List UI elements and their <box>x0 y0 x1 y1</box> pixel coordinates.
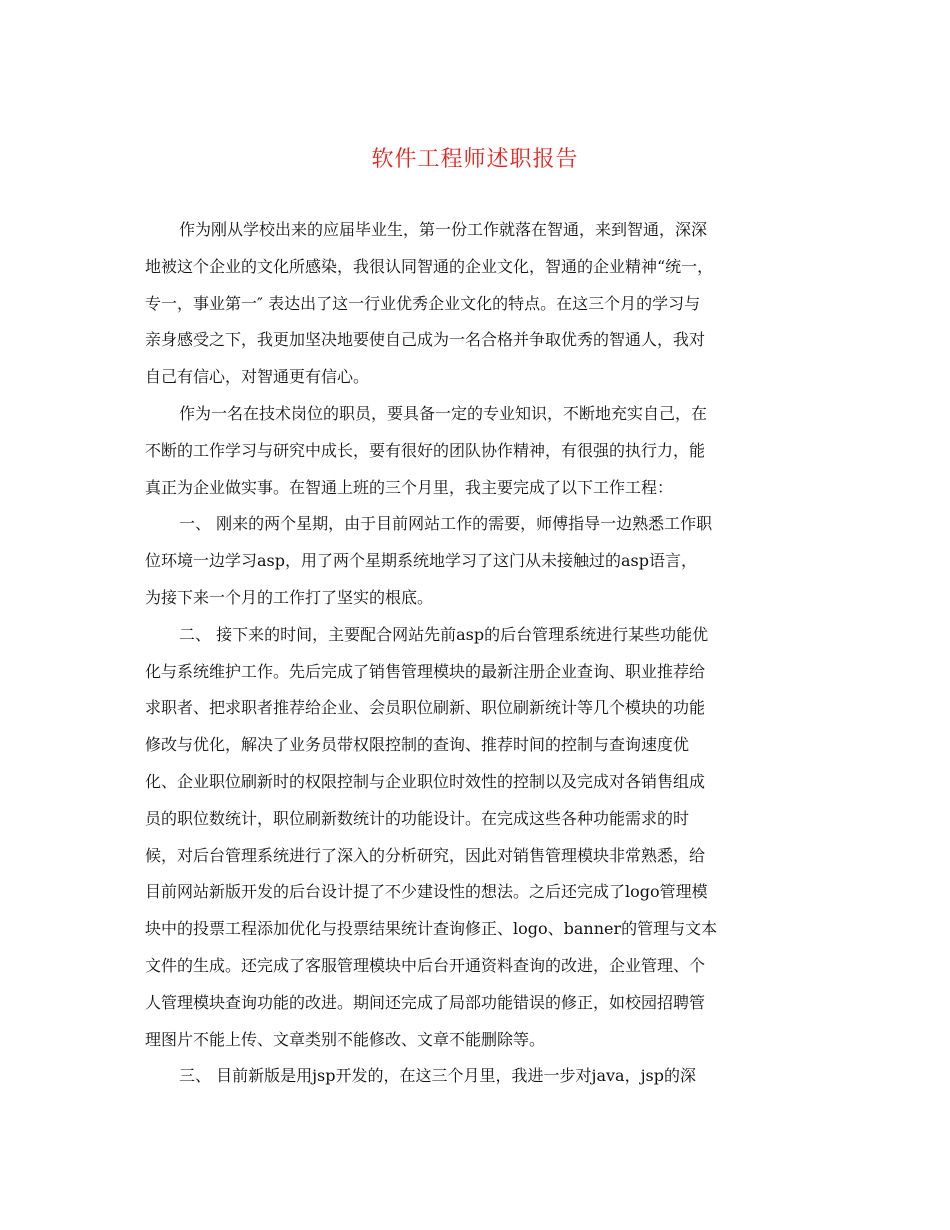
text-line: 化、企业职位刷新时的权限控制与企业职位时效性的控制以及完成对各销售组成 <box>145 771 706 791</box>
text-line: 人管理模块查询功能的改进。期间还完成了局部功能错误的修正，如校园招聘管 <box>145 992 706 1012</box>
text-line: 不断的工作学习与研究中成长，要有很好的团队协作精神，有很强的执行力，能 <box>145 440 706 460</box>
text-line: 真正为企业做实事。在智通上班的三个月里，我主要完成了以下工作工程： <box>145 477 674 497</box>
text-line: 理图片不能上传、文章类别不能修改、文章不能删除等。 <box>145 1029 546 1049</box>
text-line: 亲身感受之下，我更加坚决地要使自己成为一名合格并争取优秀的智通人，我对 <box>145 330 706 350</box>
paragraph <box>145 1058 810 1095</box>
text-line: 化与系统维护工作。先后完成了销售管理模块的最新注册企业查询、职业推荐给 <box>145 661 706 681</box>
text-line: 作为一名在技术岗位的职员，要具备一定的专业知识，不断地充实自己，在 <box>179 403 708 423</box>
text-line: 员的职位数统计，职位刷新数统计的功能设计。在完成这些各种功能需求的时 <box>145 808 690 828</box>
text-line: 三、 目前新版是用jsp开发的，在这三个月里，我进一步对java，jsp的深 <box>179 1066 696 1086</box>
text-line: 自己有信心，对智通更有信心。 <box>145 367 370 387</box>
text-line: 地被这个企业的文化所感染，我很认同智通的企业文化，智通的企业精神“统一， <box>145 256 714 276</box>
text-line: 块中的投票工程添加优化与投票结果统计查询修正、logo、banner的管理与文本 <box>145 919 718 939</box>
text-line: 为接下来一个月的工作打了坚实的根底。 <box>145 587 434 607</box>
text-line: 位环境一边学习asp，用了两个星期系统地学习了这门从未接触过的asp语言， <box>145 551 697 571</box>
paragraph <box>145 506 810 616</box>
text-line: 文件的生成。还完成了客服管理模块中后台开通资料查询的改进，企业管理、个 <box>145 955 706 975</box>
text-line: 求职者、把求职者推荐给企业、会员职位刷新、职位刷新统计等几个模块的功能 <box>145 698 706 718</box>
text-line: 一、 刚来的两个星期，由于目前网站工作的需要，师傅指导一边熟悉工作职 <box>179 514 713 534</box>
text-line: 修改与优化，解决了业务员带权限控制的查询、推荐时间的控制与查询速度优 <box>145 735 690 755</box>
paragraph <box>145 212 810 396</box>
text-line: 候，对后台管理系统进行了深入的分析研究，因此对销售管理模块非常熟悉，给 <box>145 845 706 865</box>
paragraph <box>145 396 810 506</box>
document-title: 软件工程师述职报告 <box>371 147 579 172</box>
text-line: 专一，事业第一″ 表达出了这一行业优秀企业文化的特点。在这三个月的学习与 <box>145 293 701 313</box>
text-line: 目前网站新版开发的后台设计提了不少建设性的想法。之后还完成了logo管理模 <box>145 882 708 902</box>
document-body <box>145 212 810 1095</box>
text-line: 二、 接下来的时间，主要配合网站先前asp的后台管理系统进行某些功能优 <box>179 624 709 644</box>
paragraph <box>145 617 810 1059</box>
text-line: 作为刚从学校出来的应届毕业生，第一份工作就落在智通，来到智通，深深 <box>179 220 708 239</box>
